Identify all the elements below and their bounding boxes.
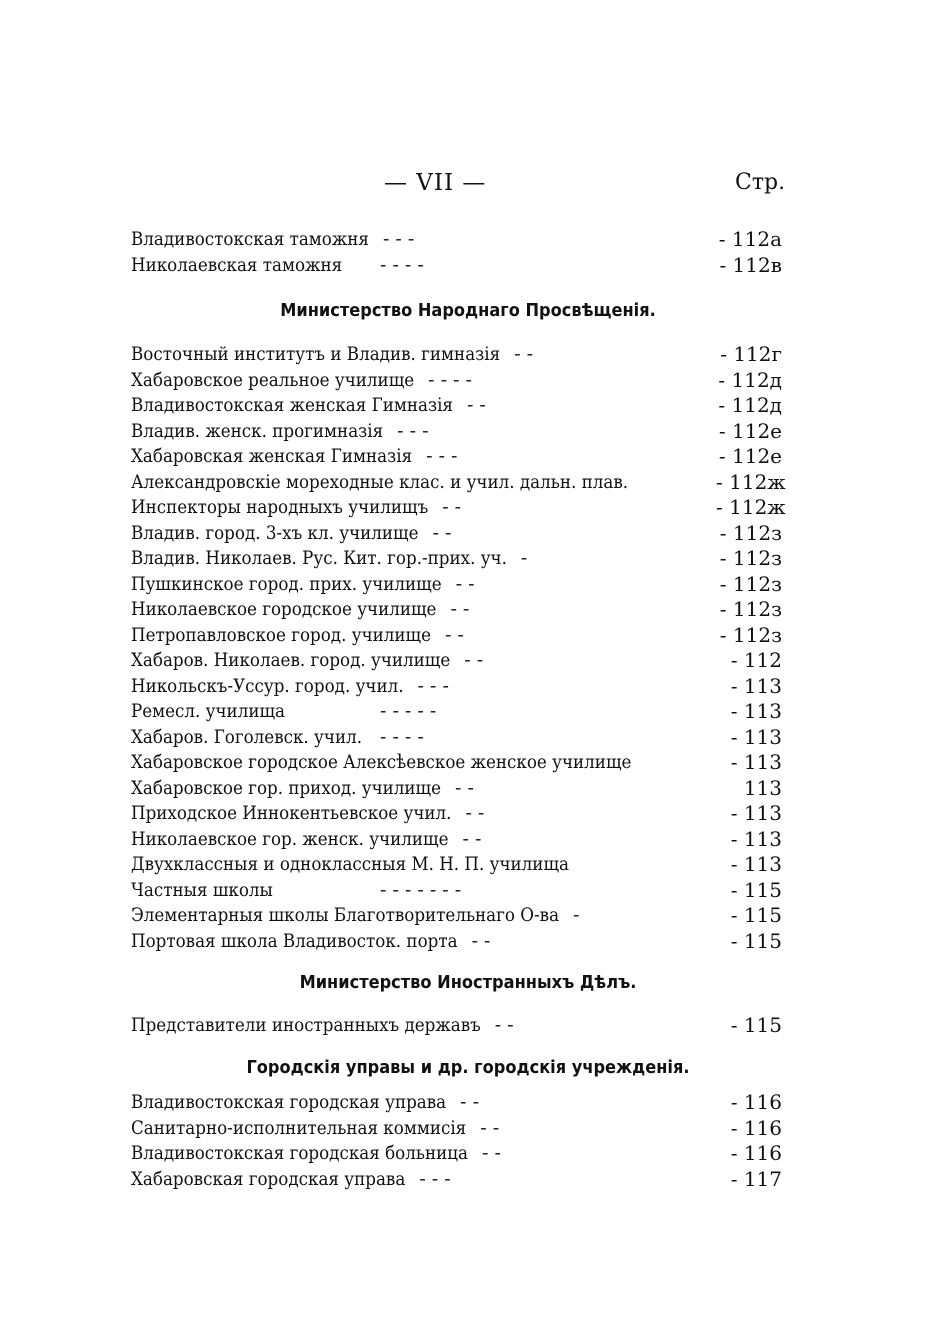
- toc-entry-page: - 113: [730, 724, 782, 749]
- toc-entry-page: - 112д: [718, 367, 782, 392]
- toc-entry: [0, 725, 936, 751]
- toc-entry-page: - 112в: [719, 252, 782, 277]
- toc-entry-leader: - - -: [426, 445, 458, 467]
- toc-entry-leader: -: [520, 547, 528, 569]
- toc-entry-leader: - -: [494, 1014, 514, 1036]
- toc-entry-leader: - -: [465, 802, 485, 824]
- toc-entry-title: Владив. женск. прогимназія: [131, 419, 384, 442]
- toc-entry: [0, 1116, 936, 1142]
- toc-entry: [0, 801, 936, 827]
- toc-entry-title: Пушкинское город. прих. училище: [131, 572, 442, 595]
- toc-entry: [0, 776, 936, 802]
- toc-entry-page: - 115: [730, 1013, 782, 1037]
- toc-entry: [0, 419, 936, 445]
- toc-entry: [0, 572, 936, 598]
- toc-entry-page: - 115: [730, 877, 782, 902]
- toc-section-foreign: [0, 1013, 936, 1039]
- toc-entry-page: - 115: [730, 928, 782, 953]
- toc-entry: [0, 368, 936, 394]
- page-folio: — VII —: [384, 170, 487, 196]
- toc-entry: [0, 495, 936, 521]
- toc-entry-page: - 113: [730, 673, 782, 698]
- toc-entry-page: - 112з: [719, 546, 782, 570]
- toc-entry: [0, 546, 936, 572]
- toc-entry-page: - 112: [730, 648, 782, 672]
- toc-entry-title: Восточный институтъ и Владив. гимназія: [131, 343, 501, 365]
- toc-entry: [0, 253, 936, 279]
- toc-entry-leader: - - -: [417, 674, 449, 697]
- toc-entry: [0, 393, 936, 419]
- toc-entry: [0, 852, 936, 878]
- toc-entry: [0, 623, 936, 649]
- toc-entry: [0, 827, 936, 853]
- toc-entry-leader: - -: [462, 827, 482, 850]
- toc-entry-leader: - - - -: [380, 253, 424, 276]
- toc-entry-title: Петропавловское город. училище: [131, 623, 431, 646]
- toc-entry: [0, 648, 936, 674]
- toc-entry-title: Инспекторы народныхъ училищъ: [131, 496, 429, 518]
- toc-entry-leader: - -: [480, 1116, 500, 1139]
- toc-entry-leader: - - -: [382, 228, 415, 250]
- toc-entry-leader: - - - -: [428, 368, 472, 391]
- toc-entry-page: - 112з: [719, 520, 782, 545]
- toc-entry-title: Хабаровское реальное училище: [131, 368, 415, 391]
- toc-entry-page: - 113: [730, 699, 782, 723]
- toc-entry-page: 113: [743, 775, 782, 800]
- toc-entry-title: Хабаровское гор. приход. училище: [131, 776, 441, 799]
- toc-entry: [0, 878, 936, 904]
- page-header: [0, 170, 936, 206]
- toc-entry-page: - 112г: [720, 342, 782, 366]
- toc-entry-page: - 113: [730, 801, 782, 825]
- toc-entry-title: Владив. Николаев. Рус. Кит. гор.-прих. уч.: [131, 547, 507, 569]
- toc-entry-leader: - -: [450, 598, 470, 620]
- toc-entry-leader: - -: [466, 394, 486, 416]
- toc-entry-title: Частныя школы: [131, 878, 273, 901]
- toc-entry-page: - 117: [730, 1166, 782, 1191]
- toc-entry-leader: - -: [432, 521, 452, 544]
- toc-entry: [0, 1013, 936, 1039]
- toc-entry-title: Хабаровское городское Алексѣевское женское училище: [131, 751, 632, 773]
- toc-entry-page: - 112е: [718, 444, 782, 468]
- toc-entry-leader: - - - - - - -: [380, 878, 462, 901]
- toc-entry-page: - 116: [730, 1141, 782, 1165]
- toc-entry: [0, 444, 936, 470]
- toc-entry: [0, 750, 936, 776]
- toc-entry-title: Хабаров. Николаев. город. училище: [131, 649, 451, 671]
- toc-entry-leader: - -: [464, 649, 484, 671]
- toc-entry-title: Приходское Иннокентьевское учил.: [131, 802, 452, 824]
- page-column-label: Стр.: [735, 170, 786, 195]
- toc-section-education: [0, 342, 936, 954]
- toc-entry-title: Александровскіе мореходные клас. и учил. дальн. плав.: [131, 470, 629, 493]
- toc-entry-leader: - -: [444, 623, 464, 646]
- toc-entry-leader: - - - - -: [380, 700, 437, 722]
- toc-entry: [0, 342, 936, 368]
- toc-entry: [0, 1090, 936, 1116]
- toc-entry-title: Владивостокская женская Гимназія: [131, 394, 453, 416]
- toc-entry-page: - 112а: [718, 227, 782, 251]
- toc-entry: [0, 1141, 936, 1167]
- toc-entry-leader: - -: [514, 343, 534, 365]
- toc-entry-title: Элементарныя школы Благотворительнаго О-ва: [131, 904, 560, 926]
- toc-entry-leader: - - -: [397, 419, 429, 442]
- toc-entry-leader: - -: [481, 1142, 501, 1164]
- toc-entry-page: - 112з: [719, 571, 782, 596]
- section-heading-city: Городскія управы и др. городскія учрежденія.: [246, 1057, 690, 1078]
- toc-entry-title: Владивостокская городская управа: [131, 1091, 447, 1113]
- toc-entry-page: - 116: [730, 1090, 782, 1114]
- toc-entry-title: Хабаровская городская управа: [131, 1167, 406, 1190]
- toc-entry-title: Хабаровская женская Гимназія: [131, 445, 413, 467]
- toc-entry-title: Представители иностранныхъ державъ: [131, 1014, 481, 1036]
- toc-entry-title: Хабаров. Гоголевск. учил.: [131, 725, 363, 748]
- toc-entry: [0, 470, 936, 496]
- toc-entry: [0, 521, 936, 547]
- toc-entry-page: - 112ж: [716, 495, 786, 519]
- section-heading-foreign: Министерство Иностранныхъ Дѣлъ.: [299, 972, 637, 993]
- toc-entry-title: Владивостокская городская больница: [131, 1142, 468, 1164]
- toc-entry-title: Николаевское городское училище: [131, 598, 437, 620]
- toc-entry-leader: -: [573, 904, 580, 926]
- toc-entry-page: - 112з: [719, 622, 782, 647]
- toc-entry-title: Николаевское гор. женск. училище: [131, 827, 449, 850]
- toc-entry-title: Портовая школа Владивосток. порта: [131, 929, 458, 952]
- toc-entry-leader: - - - -: [380, 725, 424, 748]
- toc-entry-title: Николаевская таможня: [131, 253, 343, 276]
- toc-entry-page: - 113: [730, 750, 782, 774]
- toc-entry-title: Никольскъ-Уссур. город. учил.: [131, 674, 404, 697]
- toc-entry: [0, 903, 936, 929]
- toc-entry-page: - 112ж: [716, 469, 786, 494]
- toc-entry-title: Владив. город. 3-хъ кл. училище: [131, 521, 419, 544]
- toc-entry-page: - 116: [730, 1115, 782, 1140]
- toc-entry-leader: - -: [455, 572, 475, 595]
- toc-entry: [0, 227, 936, 253]
- toc-entry-page: - 112е: [718, 418, 782, 443]
- toc-entry-leader: - -: [471, 929, 491, 952]
- toc-entry-leader: - -: [454, 776, 474, 799]
- toc-entry: [0, 1167, 936, 1193]
- toc-section-customs: [0, 227, 936, 278]
- toc-section-city: [0, 1090, 936, 1192]
- toc-entry-title: Владивостокская таможня: [131, 228, 369, 250]
- toc-entry-title: Ремесл. училища: [131, 700, 285, 722]
- toc-entry-page: - 112д: [718, 393, 782, 417]
- toc-entry-leader: - -: [442, 496, 462, 518]
- toc-entry-title: Двухклассныя и одноклассныя М. Н. П. училища: [131, 853, 569, 875]
- toc-entry: [0, 699, 936, 725]
- toc-entry-page: - 113: [730, 852, 782, 876]
- toc-entry-leader: - -: [460, 1091, 480, 1113]
- toc-entry-page: - 115: [730, 903, 782, 927]
- toc-entry: [0, 674, 936, 700]
- toc-entry: [0, 929, 936, 955]
- toc-entry-page: - 113: [730, 826, 782, 851]
- toc-entry-page: - 112з: [719, 597, 782, 621]
- section-heading-education: Министерство Народнаго Просвѣщенія.: [280, 300, 656, 321]
- toc-entry-leader: - - -: [419, 1167, 451, 1190]
- toc-entry-title: Санитарно-исполнительная коммисія: [131, 1116, 467, 1139]
- toc-entry: [0, 597, 936, 623]
